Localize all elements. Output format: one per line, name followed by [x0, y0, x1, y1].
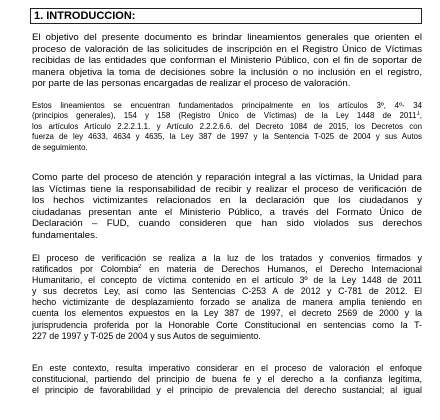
paragraph-foundations: [32, 101, 422, 153]
paragraph-line: y sus decretos Ley, así como las Sentencias C-253 A de 2012 y C-781 de 2012. El: [32, 286, 422, 297]
paragraph-line: En este contexto, resulta imperativo considerar en el proceso de valoración el enfoque: [32, 363, 422, 373]
paragraph-line-with-footnote: (principios generales), 154 y 158 (Registro Único de Víctimas) de la Ley 1448 de 2011$^1$,: [32, 111, 422, 121]
paragraph-line-text: ratificados por Colombia: [32, 264, 139, 275]
paragraph-objective: [32, 32, 422, 90]
paragraph-line: ciudadanas presentan ante el Ministerio Público, a través del Formato Único de: [32, 206, 422, 218]
paragraph-line: fuerza de ley 4633, 4634 y 4635, la Ley 387 de 1997 y la Sentencia T-025 de 2004 y sus Autos: [32, 132, 422, 142]
paragraph-line-text: (principios generales), 154 y 158 (Registro Único de Víctimas) de la Ley 1448 de 2011: [32, 111, 417, 121]
paragraph-line: El objetivo del presente documento es brindar lineamientos generales que orienten el: [32, 32, 422, 43]
paragraph-line: recibidas de las entidades que conforman el Ministerio Público, con el fin de soportar de: [32, 55, 422, 67]
paragraph-context: [32, 363, 422, 396]
paragraph-line: Humanitario, el concepto de víctima contenido en el artículo 3º de la Ley 1448 de 2011: [32, 275, 422, 286]
section-heading: [30, 8, 422, 24]
paragraph-line: Como parte del proceso de atención y reparación integral a las víctimas, la Unidad para: [32, 172, 422, 183]
paragraph-line: el principio de favorabilidad y el principio de prevalencia del derecho sustancial; al igual: [32, 385, 422, 396]
paragraph-line: hecho victimizante de desplazamiento forzado se analiza de manera amplia teniendo en: [32, 297, 422, 308]
paragraph-line: de seguimiento.: [32, 142, 88, 152]
section-heading-text: 1. INTRODUCCION:: [34, 10, 136, 22]
paragraph-line: manera objetiva la toma de decisiones sobre la inclusión o no inclusión en el registro,: [32, 66, 422, 78]
footnote-marker[interactable]: 1: [416, 111, 420, 117]
paragraph-line: 227 de 1997 y T-025 de 2004 y sus Autos de seguimiento.: [32, 330, 261, 341]
paragraph-line: los hechos victimizantes relacionados en la declaración que los ciudadanos y: [32, 195, 422, 207]
paragraph-line: proceso de valoración de las solicitudes de inscripción en el Registro Único de Víctimas: [32, 43, 422, 55]
paragraph-legal-framework: [32, 253, 422, 342]
paragraph-line: las Víctimas tiene la responsabilidad de recibir y realizar el proceso de verificación de: [32, 183, 422, 195]
paragraph-line-with-footnote: [32, 264, 422, 275]
footnote-marker[interactable]: 2: [138, 264, 142, 271]
paragraph-line: Declaración – FUD, cuando consideren que han sido violados sus derechos: [32, 218, 422, 230]
paragraph-line: por parte de las personas encargadas de realizar el proceso de valoración.: [32, 78, 351, 90]
paragraph-line: los artículos Artículo 2.2.2.1.1. y Artículo 2.2.2.6.6. del Decreto 1084 de 2015, los Decretos con: [32, 121, 422, 131]
paragraph-line: fundamentales.: [32, 229, 98, 241]
paragraph-line: constitucional, partiendo del principio de buena fe y el derecho a la confianza legítima,: [32, 374, 422, 385]
paragraph-verification-process: [32, 172, 422, 242]
paragraph-line-text: en materia de Derechos Humanos, el Derecho Internacional: [141, 264, 422, 275]
paragraph-line: Estos lineamientos se encuentran fundamentados principalmente en los artículos 3º, 4º- 34: [32, 101, 422, 110]
paragraph-line: El proceso de verificación se realiza a la luz de los tratados y convenios firmados y: [32, 253, 422, 263]
paragraph-line: jurisprudencia proferida por la Honorable Corte Constitucional en sentencias como la T-: [32, 319, 422, 330]
paragraph-line: cuenta los elementos expuestos en la Ley 387 de 1997, el decreto 2569 de 2000 y la: [32, 308, 422, 319]
